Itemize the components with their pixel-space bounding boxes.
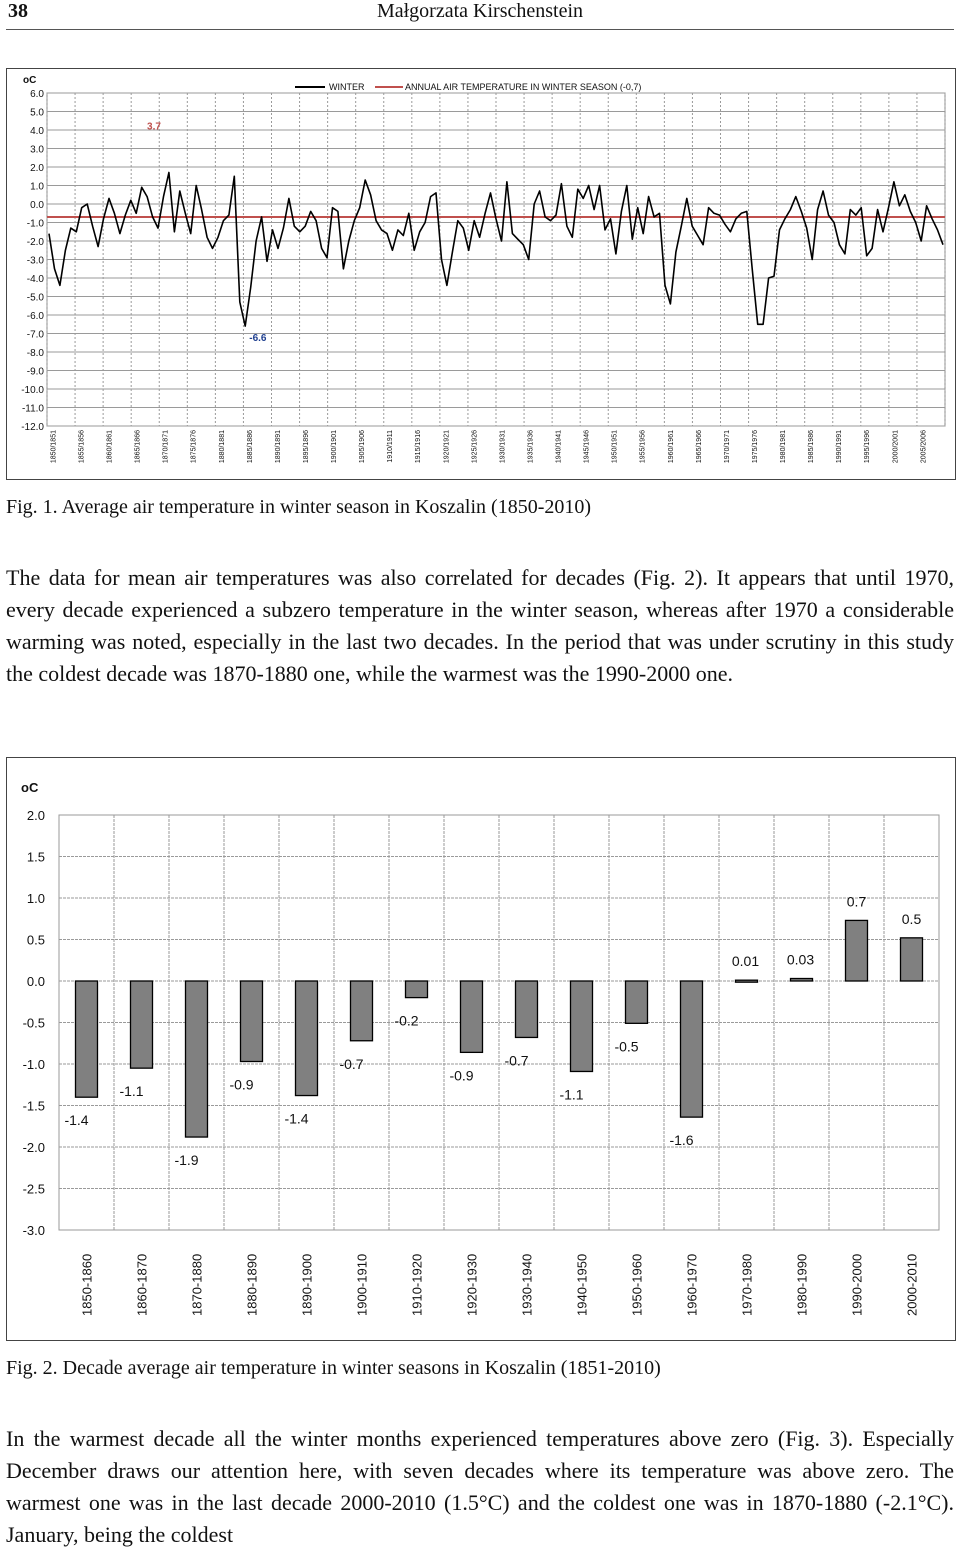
x-tick-label: 1860/1861 [106,430,114,464]
x-tick-label: 1970/1971 [723,430,731,464]
x-tick-label: 1885/1886 [246,430,254,464]
bar-value-label: 0.01 [731,953,760,970]
bar-value-label: -0.7 [339,1055,364,1072]
x-tick-label: 1935/1936 [527,430,535,464]
y-axis-unit-label: oC [21,780,39,795]
legend-winter-label: WINTER [329,82,365,92]
figure-1-svg [7,69,955,479]
y-tick-label: 1.0 [26,891,45,906]
y-tick-label: 0.5 [26,932,45,948]
x-tick-label: 2005/2006 [920,430,928,464]
bar-value-label: 0.7 [846,893,867,910]
y-tick-label: -4.0 [26,274,44,285]
x-tick-label: 1895/1896 [302,430,310,464]
bar [186,981,208,1137]
y-tick-label: -6.0 [26,311,44,322]
x-tick-label: 1930/1931 [499,430,507,464]
x-tick-label: 1920/1921 [443,430,451,464]
x-tick-label: 1890/1891 [274,430,282,464]
x-tick-label: 1950/1951 [611,430,619,464]
bar-value-label: -1.4 [284,1110,309,1127]
legend-mean-label: ANNUAL AIR TEMPERATURE IN WINTER SEASON (-0,7) [405,82,642,92]
x-tick-label: 1965/1966 [695,430,703,464]
y-tick-label: -5.0 [26,292,44,304]
bar-value-label: -1.4 [64,1112,89,1129]
x-category-label: 1930-1940 [519,1253,535,1316]
x-tick-label: 1995/1996 [864,430,872,464]
bar-value-label: -0.5 [614,1038,639,1055]
bar-value-label: -1.9 [174,1152,199,1169]
x-tick-label: 1985/1986 [808,430,816,464]
y-tick-label: -2.0 [22,1140,45,1155]
x-category-label: 1910-1920 [409,1253,425,1316]
x-tick-label: 1910/1911 [387,430,395,463]
body-paragraph-1: The data for mean air temperatures was also correlated for decades (Fig. 2). It appears that until 1970, every decade experienced a subzero temperature in the winter season, whereas after 1970 a considerable warming was noted, especially in the last two decades. In the period that was under scrutiny in this study the coldest decade was 1870-1880 one, while the warmest was the 1990-2000 one. [6,565,954,686]
max-annotation: 3.7 [147,121,161,133]
figure-1-winter-temperature-chart [6,68,956,480]
page-header [0,0,960,30]
bar [461,981,483,1052]
x-category-label: 1950-1960 [629,1253,645,1316]
bar-value-label: -0.2 [394,1012,419,1029]
body-paragraph-2: In the warmest decade all the winter months experienced temperatures above zero (Fig. 3). Especially December draws our attention here, with seven decades where its temperature was above zero. The warmest one was in the last decade 2000-2010 (1.5°C) and the coldest one was in 1870-1880 (-2.1°C). January, being the coldest [6,1426,954,1547]
x-category-label: 1940-1950 [574,1253,590,1316]
figure-2-caption: Fig. 2. Decade average air temperature in winter seasons in Koszalin (1851-2010) [6,1357,661,1379]
bar-value-label: 0.5 [901,910,922,927]
x-tick-label: 1960/1961 [667,430,675,464]
x-tick-label: 1870/1871 [162,430,170,464]
y-tick-label: -7.0 [26,329,44,341]
bar-value-label: -0.7 [504,1052,529,1069]
x-tick-label: 1955/1956 [639,430,647,464]
x-tick-label: 1980/1981 [780,430,788,464]
x-category-label: 1900-1910 [354,1253,370,1316]
x-tick-label: 1900/1901 [331,430,339,464]
x-category-label: 1890-1900 [299,1253,315,1316]
y-tick-label: -2.5 [22,1181,45,1197]
x-tick-label: 1925/1926 [471,430,479,464]
bar-value-label: -1.6 [669,1132,694,1149]
x-tick-label: 2000/2001 [892,430,900,464]
bar [846,920,868,981]
x-category-label: 1990-2000 [849,1253,865,1316]
y-tick-label: 5.0 [30,107,44,119]
bar [736,980,758,982]
bar [681,981,703,1117]
bar [351,981,373,1041]
y-tick-label: 1.0 [30,181,44,193]
bar [516,981,538,1037]
y-tick-label: -9.0 [26,366,44,378]
x-tick-label: 1940/1941 [555,430,563,464]
figure-2-svg [7,758,955,1340]
y-tick-label: 2.0 [26,808,45,823]
bar [901,938,923,981]
y-tick-label: 0.0 [30,200,44,211]
y-tick-label: -2.0 [26,237,44,248]
y-tick-label: -12.0 [21,422,44,433]
y-tick-label: -10.0 [21,385,44,396]
min-annotation: -6.6 [249,333,267,345]
x-category-label: 1880-1890 [244,1253,260,1316]
y-tick-label: -3.0 [22,1223,45,1238]
x-tick-label: 1945/1946 [583,430,591,464]
y-tick-label: -1.0 [26,218,44,230]
bar [296,981,318,1096]
x-category-label: 1980-1990 [794,1253,810,1316]
y-tick-label: -3.0 [26,255,44,267]
bar [131,981,153,1068]
x-tick-label: 1880/1881 [218,430,226,464]
x-tick-label: 1915/1916 [415,430,423,464]
y-tick-label: 3.0 [30,144,44,156]
y-tick-label: -1.0 [22,1057,45,1072]
y-tick-label: 4.0 [30,126,44,137]
x-category-label: 1860-1870 [134,1253,150,1316]
bar-value-label: -0.9 [229,1076,254,1093]
y-tick-label: -11.0 [21,403,44,415]
x-category-label: 1920-1930 [464,1253,480,1316]
bar-value-label: -1.1 [119,1083,144,1100]
x-tick-label: 1850/1851 [50,430,58,464]
x-category-label: 1970-1980 [739,1253,755,1316]
x-category-label: 1870-1880 [189,1253,205,1316]
x-category-label: 2000-2010 [904,1253,920,1316]
bar [791,979,813,981]
x-category-label: 1960-1970 [684,1253,700,1316]
bar [626,981,648,1023]
y-tick-label: -0.5 [22,1015,45,1031]
y-tick-label: 0.0 [26,974,45,989]
header-rule [6,29,954,30]
bar-value-label: -0.9 [449,1067,474,1084]
x-tick-label: 1990/1991 [836,430,844,464]
figure-1-caption: Fig. 1. Average air temperature in winter season in Koszalin (1850-2010) [6,496,592,518]
y-tick-label: 1.5 [26,849,45,865]
x-tick-label: 1975/1976 [751,430,759,464]
bar [76,981,98,1097]
bar [241,981,263,1062]
y-tick-label: 6.0 [30,89,44,100]
x-tick-label: 1905/1906 [359,430,367,464]
bar-value-label: -1.1 [559,1086,584,1103]
y-tick-label: -1.5 [22,1098,45,1114]
bar [406,981,428,998]
bar-value-label: 0.03 [786,951,815,968]
y-tick-label: -8.0 [26,348,44,359]
x-tick-label: 1875/1876 [190,430,198,464]
figure-2-decade-temperature-chart [6,757,956,1341]
page-number: 38 [8,0,28,22]
running-head-author: Małgorzata Kirschenstein [376,0,584,22]
x-category-label: 1850-1860 [79,1253,95,1316]
x-tick-label: 1855/1856 [78,430,86,464]
y-tick-label: 2.0 [30,163,44,174]
y-axis-unit-label: oC [23,75,37,86]
x-tick-label: 1865/1866 [134,430,142,464]
bar [571,981,593,1071]
